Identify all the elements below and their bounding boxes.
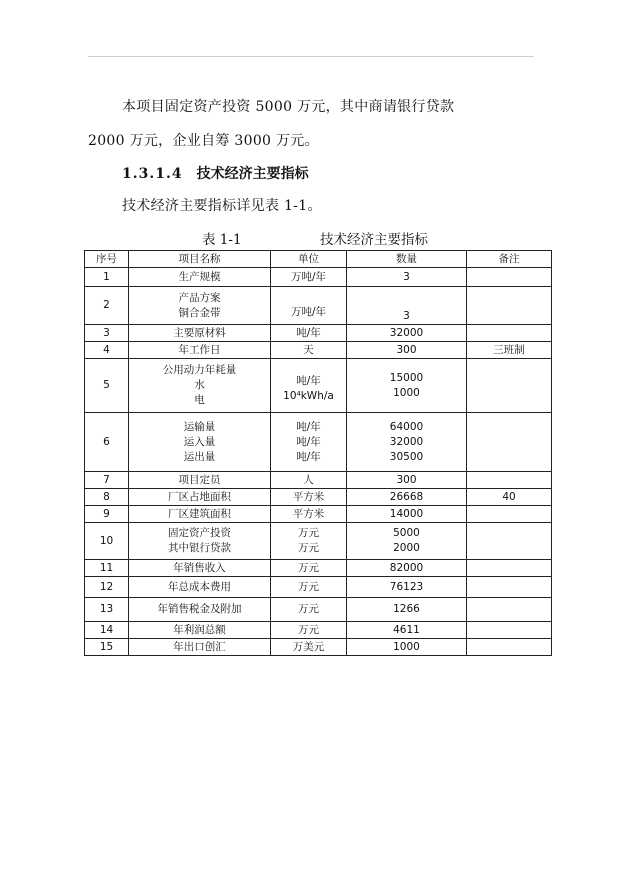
header-rule [88, 56, 534, 57]
paragraph-line-1: 本项目固定资产投资 5000 万元，其中商请银行贷款 [122, 99, 455, 115]
cell-unit-line: 万吨/年 [290, 306, 327, 318]
cell-no: 3 [85, 325, 129, 342]
cell-no: 6 [85, 413, 129, 472]
cell-qty [347, 342, 467, 359]
cell-unit [271, 325, 347, 342]
cell-name [129, 342, 271, 359]
section-title: 技术经济主要指标 [196, 166, 309, 182]
cell-note [467, 598, 552, 622]
table-row [85, 359, 552, 413]
cell-name [129, 598, 271, 622]
cell-no: 7 [85, 472, 129, 489]
cell-name-line: 铜合金带 [178, 306, 221, 319]
table-header-row [85, 251, 552, 268]
cell-unit [271, 577, 347, 598]
cell-note [467, 287, 552, 325]
table-row [85, 577, 552, 598]
cell-no: 2 [85, 287, 129, 325]
cell-note [467, 577, 552, 598]
cell-qty [347, 577, 467, 598]
cell-unit [271, 287, 347, 325]
cell-name-line: 产品方案 [178, 291, 221, 304]
paragraph-table-reference: 技术经济主要指标详见表 1-1。 [122, 198, 322, 214]
cell-name-line: 运出量 [183, 450, 216, 463]
cell-qty [347, 268, 467, 287]
cell-unit-line: 万元 [298, 561, 319, 574]
cell-unit-line: 天 [303, 343, 314, 356]
cell-qty-line: 1000 [393, 386, 420, 399]
cell-qty-line: 76123 [389, 580, 424, 593]
cell-unit [271, 268, 347, 287]
cell-name-line: 主要原材料 [173, 326, 226, 339]
cell-note: 三班制 [467, 342, 552, 359]
cell-no: 4 [85, 342, 129, 359]
cell-note [467, 523, 552, 560]
cell-name-line: 年利润总额 [173, 623, 226, 636]
cell-no: 8 [85, 489, 129, 506]
table-row [85, 622, 552, 639]
cell-unit [271, 560, 347, 577]
cell-note [467, 639, 552, 656]
cell-unit-line: 万吨/年 [290, 270, 327, 283]
cell-name [129, 268, 271, 287]
cell-qty-line: 3 [403, 310, 410, 322]
cell-name [129, 639, 271, 656]
cell-name [129, 506, 271, 523]
cell-name-line: 水 [194, 379, 205, 391]
cell-note [467, 560, 552, 577]
cell-name [129, 413, 271, 472]
table-row [85, 342, 552, 359]
cell-name [129, 523, 271, 560]
cell-unit-line: 万元 [298, 603, 319, 615]
cell-qty [347, 639, 467, 656]
cell-no: 9 [85, 506, 129, 523]
cell-note: 40 [467, 489, 552, 506]
cell-name-line: 其中银行贷款 [168, 542, 231, 554]
cell-note [467, 506, 552, 523]
cell-name-line: 运输量 [183, 420, 216, 433]
cell-qty [347, 359, 467, 413]
cell-qty-line: 30500 [389, 450, 424, 463]
table-row [85, 506, 552, 523]
cell-qty-line: 64000 [389, 420, 424, 433]
cell-qty-line: 1266 [393, 603, 420, 615]
indicators-table [84, 250, 552, 656]
cell-note [467, 325, 552, 342]
cell-qty [347, 560, 467, 577]
cell-no: 10 [85, 523, 129, 560]
cell-no: 5 [85, 359, 129, 413]
cell-name [129, 472, 271, 489]
cell-qty-line: 26668 [389, 490, 424, 503]
cell-qty-line: 32000 [389, 326, 424, 339]
cell-name-line: 年销售收入 [173, 561, 226, 574]
cell-unit [271, 639, 347, 656]
cell-qty [347, 325, 467, 342]
cell-qty-line: 15000 [389, 371, 424, 384]
cell-qty-line: 32000 [389, 435, 424, 448]
table-row [85, 472, 552, 489]
table-row [85, 560, 552, 577]
cell-name [129, 622, 271, 639]
section-number: 1.3.1.4 [122, 166, 183, 182]
cell-name-line: 固定资产投资 [168, 527, 231, 539]
cell-name-line: 厂区建筑面积 [168, 507, 231, 520]
cell-unit-line: 万美元 [292, 640, 325, 653]
table-row [85, 523, 552, 560]
cell-qty [347, 489, 467, 506]
cell-unit [271, 506, 347, 523]
cell-qty-line: 300 [396, 343, 417, 356]
cell-unit [271, 342, 347, 359]
cell-unit-line: 吨/年 [296, 374, 321, 387]
table-caption-title: 技术经济主要指标 [320, 232, 428, 248]
cell-note [467, 622, 552, 639]
cell-name-line: 运入量 [183, 435, 216, 448]
cell-qty [347, 472, 467, 489]
cell-qty-line: 82000 [389, 561, 424, 574]
cell-note [467, 359, 552, 413]
cell-unit-line: 10⁴kWh/a [283, 389, 334, 402]
cell-unit-line: 万元 [298, 527, 319, 539]
cell-unit [271, 359, 347, 413]
cell-no: 11 [85, 560, 129, 577]
table-row [85, 489, 552, 506]
cell-name-line: 年工作日 [178, 343, 221, 356]
cell-name-line: 生产规模 [178, 270, 221, 283]
paragraph-line-2: 2000 万元，企业自筹 3000 万元。 [88, 133, 319, 149]
table-row [85, 325, 552, 342]
cell-qty [347, 287, 467, 325]
table-caption-number: 表 1-1 [202, 232, 242, 248]
cell-note [467, 472, 552, 489]
header-qty: 数量 [347, 251, 467, 268]
table-row [85, 268, 552, 287]
cell-unit [271, 413, 347, 472]
cell-name [129, 577, 271, 598]
cell-qty [347, 622, 467, 639]
cell-unit-line: 平方米 [292, 490, 325, 503]
cell-no: 1 [85, 268, 129, 287]
cell-qty-line: 4611 [393, 623, 420, 636]
cell-qty [347, 523, 467, 560]
header-name: 项目名称 [129, 251, 271, 268]
cell-no: 15 [85, 639, 129, 656]
cell-qty-line: 14000 [389, 507, 424, 520]
cell-qty [347, 506, 467, 523]
cell-name [129, 560, 271, 577]
cell-name [129, 359, 271, 413]
cell-name [129, 287, 271, 325]
cell-name-line: 厂区占地面积 [168, 490, 231, 503]
header-note: 备注 [467, 251, 552, 268]
table-row [85, 598, 552, 622]
cell-name-line: 项目定员 [178, 473, 221, 486]
cell-qty-line: 2000 [393, 542, 420, 554]
cell-unit [271, 472, 347, 489]
cell-name-line: 公用动力年耗量 [162, 364, 237, 376]
cell-unit-line: 万元 [298, 542, 319, 554]
cell-unit [271, 523, 347, 560]
table-row [85, 413, 552, 472]
cell-name-line: 年出口创汇 [173, 640, 226, 653]
cell-no: 13 [85, 598, 129, 622]
cell-name-line: 年销售税金及附加 [157, 603, 242, 615]
cell-unit [271, 598, 347, 622]
table-row [85, 287, 552, 325]
table-row [85, 639, 552, 656]
cell-qty [347, 413, 467, 472]
cell-name [129, 489, 271, 506]
cell-unit-line: 吨/年 [296, 435, 321, 448]
cell-unit-line: 万元 [298, 580, 319, 593]
section-heading [122, 163, 309, 183]
cell-unit [271, 489, 347, 506]
cell-qty-line: 1000 [393, 640, 420, 653]
cell-name-line: 年总成本费用 [168, 580, 231, 593]
cell-qty-line: 5000 [393, 527, 420, 539]
cell-unit-line: 万元 [298, 623, 319, 636]
cell-unit [271, 622, 347, 639]
cell-name-line: 电 [194, 394, 205, 406]
cell-qty-line: 300 [396, 473, 417, 486]
cell-qty-line: 3 [403, 270, 410, 283]
cell-unit-line: 吨/年 [296, 450, 321, 463]
cell-unit-line: 吨/年 [296, 420, 321, 433]
cell-unit-line: 吨/年 [296, 326, 321, 339]
header-unit: 单位 [271, 251, 347, 268]
header-no: 序号 [85, 251, 129, 268]
cell-unit-line: 平方米 [292, 507, 325, 520]
cell-unit-line: 人 [303, 473, 314, 486]
cell-no: 14 [85, 622, 129, 639]
cell-note [467, 413, 552, 472]
cell-qty [347, 598, 467, 622]
cell-name [129, 325, 271, 342]
cell-note [467, 268, 552, 287]
cell-no: 12 [85, 577, 129, 598]
